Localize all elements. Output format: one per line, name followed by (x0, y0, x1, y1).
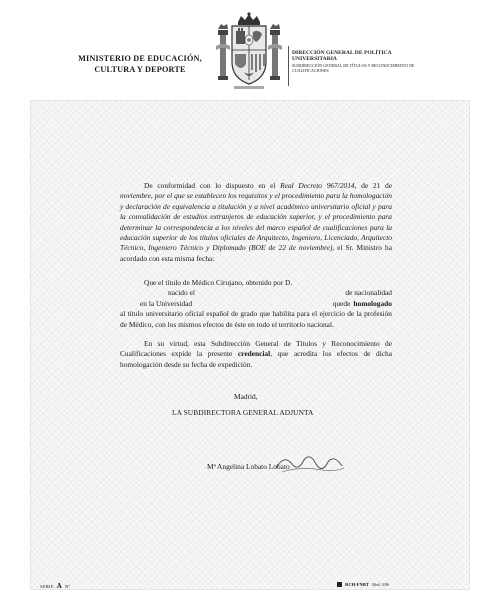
p2-quede: quede (332, 298, 351, 308)
ministry-line-2: CULTURA Y DEPORTE (94, 65, 186, 74)
p2-nationality: de nacionalidad (345, 288, 392, 298)
ministry-name (60, 53, 220, 75)
directorate-divider (288, 46, 289, 86)
p2-university: en la Universidad (140, 298, 193, 308)
paragraph-homologation (120, 278, 392, 330)
form-model: Mod. 3/06 (372, 582, 389, 587)
p2-homologado: homologado (353, 298, 392, 308)
p3-closing: , que acredita los efectos de dicha homologación desde su fecha de expedición. (120, 349, 393, 369)
p2-line-2 (120, 288, 392, 298)
p2-rest: al título universitario oficial español de grado que habilita para el ejercicio de la profesión de Médico, con los mismos efectos de éste en todo el territorio nacional. (120, 309, 392, 329)
paragraph-credential (120, 339, 392, 370)
coat-of-arms-icon (214, 12, 284, 94)
subdirectorate-line-1: SUBDIRECCIÓN GENERAL DE TÍTULOS Y RECONOCIMIENTO DE (292, 62, 415, 68)
paragraph-legal-basis (120, 181, 392, 264)
serie-letter: A (56, 582, 63, 590)
form-mark-icon (337, 582, 342, 587)
directorate-line-1: DIRECCIÓN GENERAL DE POLÍTICA (292, 50, 392, 56)
serie-number: Nº (65, 583, 71, 589)
ministry-line-1: MINISTERIO DE EDUCACIÓN, (78, 54, 202, 63)
signer-name: Mª Angelina Lobato Lobato (207, 462, 290, 471)
p2-line-1 (120, 278, 392, 288)
subdirectorate-line-2: CUALIFICACIONES (292, 67, 329, 73)
form-code-text: RCH-FNRT (345, 582, 370, 587)
p3-intro: En su virtud, esta Subdirección General de Títulos y Reconocimiento de Cualificaciones expide la presente (120, 339, 392, 359)
p2-line-3 (120, 299, 392, 309)
p1-closing: , el Sr. Ministro ha acordado con esta misma fecha: (120, 243, 392, 263)
serie-label (40, 582, 70, 590)
directorate-line-2: UNIVERSITARIA (292, 56, 337, 63)
directorate-block (292, 50, 442, 73)
signer-title: LA SUBDIRECTORA GENERAL ADJUNTA (172, 408, 314, 417)
form-code (337, 582, 389, 587)
p1-decree-title: noviembre, por el que se establecen los requisitos y el procedimiento para la homologación y declaración de equivalencia a titulación y a nivel académico universitario oficial y para la convalidación de estudios extranjeros de educación superior, y el procedimiento para determinar la correspondencia a los niveles del marco español de cualificaciones para la educación superior de los títulos oficiales de Arquitecto, Ingeniero, Licenciado, Arquitecto Técnico, Ingeniero Técnico y Diplomado (BOE de 22 de noviembre) (120, 191, 392, 253)
serie-text: SERIE (40, 583, 54, 589)
p2-born: nacido el (168, 288, 195, 298)
p1-decree: Real Decreto 967/2014 (280, 181, 355, 190)
p1-date: , de 21 de (354, 181, 393, 190)
p3-credential: credencial (237, 349, 271, 359)
p1-intro: De conformidad con lo dispuesto en el (144, 181, 281, 190)
p2-title-text: Que el título de Médico Cirujano, obtenido por D. (144, 278, 293, 287)
signature-place: Madrid, (234, 392, 258, 401)
